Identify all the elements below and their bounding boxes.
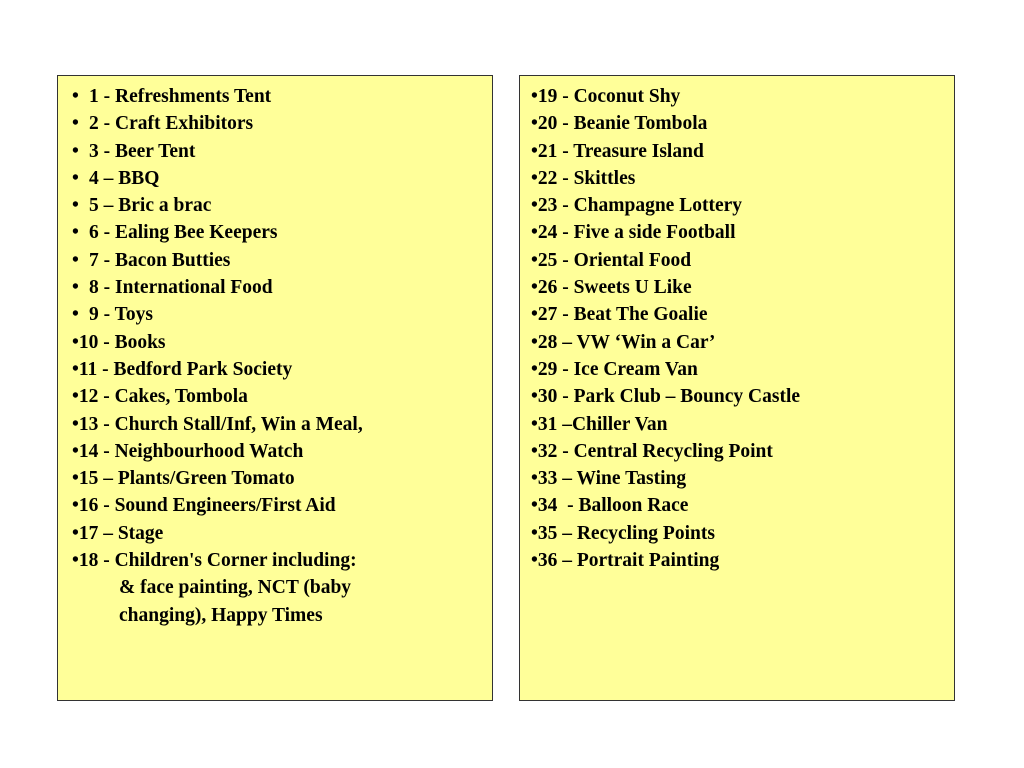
list-item-text: 28 – VW ‘Win a Car’	[537, 331, 716, 353]
list-item	[72, 465, 492, 492]
list-item-text: 11 - Bedford Park Society	[78, 358, 293, 380]
bullet-icon: •	[531, 249, 538, 271]
list-item-text: 21 - Treasure Island	[537, 140, 704, 162]
list-item-text: 3 - Beer Tent	[89, 140, 196, 162]
bullet-icon: •	[72, 468, 79, 490]
list-item-text: 4 – BBQ	[89, 167, 160, 189]
list-item	[531, 438, 954, 465]
list-item	[72, 165, 492, 192]
list-item	[531, 492, 954, 519]
list-item	[72, 492, 492, 519]
list-item-text: 19 - Coconut Shy	[537, 86, 681, 107]
bullet-icon: •	[531, 440, 538, 462]
list-item	[531, 165, 954, 192]
list-item-text: 16 - Sound Engineers/First Aid	[78, 495, 336, 517]
list-item-text: 24 - Five a side Football	[537, 222, 736, 244]
list-item-text: 6 - Ealing Bee Keepers	[89, 222, 278, 244]
bullet-icon: •	[72, 386, 79, 408]
list-item	[531, 411, 954, 438]
list-item-text: 1 - Refreshments Tent	[89, 86, 272, 107]
list-item-text: 17 – Stage	[78, 522, 164, 544]
list-item	[72, 356, 492, 383]
list-item	[72, 274, 492, 301]
list-item-text: 31 –Chiller Van	[537, 413, 668, 435]
bullet-icon: •	[531, 413, 538, 435]
bullet-icon: •	[72, 522, 79, 544]
bullet-icon: •	[531, 468, 538, 490]
list-item	[531, 219, 954, 246]
stall-list-left	[72, 83, 492, 629]
list-item	[72, 383, 492, 410]
list-item-text: 35 – Recycling Points	[537, 522, 715, 544]
list-item-text: 33 – Wine Tasting	[537, 468, 687, 490]
list-item	[72, 547, 492, 574]
stall-list-panel-left	[57, 75, 493, 701]
list-item-text: 22 - Skittles	[537, 167, 636, 189]
list-item-text: 29 - Ice Cream Van	[537, 358, 698, 380]
list-item	[72, 329, 492, 356]
list-item	[531, 274, 954, 301]
list-item-text: 25 - Oriental Food	[537, 249, 692, 271]
bullet-icon: •	[72, 222, 79, 244]
list-item-text: 2 - Craft Exhibitors	[89, 113, 254, 135]
list-item	[531, 465, 954, 492]
bullet-icon: •	[72, 550, 79, 572]
bullet-icon: •	[531, 386, 538, 408]
bullet-icon: •	[72, 495, 79, 517]
bullet-icon: •	[531, 113, 538, 135]
bullet-icon: •	[72, 358, 79, 380]
stall-list-right	[531, 83, 954, 574]
stall-list-panel-right	[519, 75, 955, 701]
bullet-icon: •	[531, 86, 538, 107]
list-item-continuation: & face painting, NCT (baby	[119, 577, 352, 599]
bullet-icon: •	[72, 413, 79, 435]
list-item	[531, 83, 954, 110]
list-item	[531, 138, 954, 165]
list-item	[72, 110, 492, 137]
list-item-text: 7 - Bacon Butties	[89, 249, 231, 271]
bullet-icon: •	[72, 113, 79, 135]
bullet-icon: •	[72, 167, 79, 189]
list-item	[72, 411, 492, 438]
bullet-icon: •	[531, 304, 538, 326]
bullet-icon: •	[72, 440, 79, 462]
list-item-text: 13 - Church Stall/Inf, Win a Meal,	[78, 413, 363, 435]
list-item-text: 9 - Toys	[89, 304, 153, 326]
list-item	[72, 301, 492, 328]
bullet-icon: •	[531, 495, 538, 517]
list-item-continuation: changing), Happy Times	[119, 604, 323, 626]
bullet-icon: •	[72, 277, 79, 299]
list-item-text: 20 - Beanie Tombola	[537, 113, 708, 135]
bullet-icon: •	[72, 331, 79, 353]
bullet-icon: •	[531, 358, 538, 380]
list-item-text: 27 - Beat The Goalie	[537, 304, 708, 326]
list-item-text: 8 - International Food	[89, 277, 273, 299]
list-item	[531, 329, 954, 356]
list-item-text: 30 - Park Club – Bouncy Castle	[537, 386, 801, 408]
list-item	[72, 83, 492, 110]
list-item	[531, 383, 954, 410]
list-item-text: 18 - Children's Corner including:	[78, 550, 357, 572]
bullet-icon: •	[531, 522, 538, 544]
list-item-text: 32 - Central Recycling Point	[537, 440, 773, 462]
bullet-icon: •	[531, 195, 538, 217]
bullet-icon: •	[72, 304, 79, 326]
list-item	[531, 301, 954, 328]
list-item	[72, 438, 492, 465]
bullet-icon: •	[72, 249, 79, 271]
list-item	[72, 192, 492, 219]
bullet-icon: •	[72, 195, 79, 217]
list-item	[72, 219, 492, 246]
bullet-icon: •	[72, 86, 79, 107]
list-item	[72, 138, 492, 165]
list-item-text: 12 - Cakes, Tombola	[78, 386, 248, 408]
list-item-text: 36 – Portrait Painting	[537, 550, 720, 572]
list-item	[72, 247, 492, 274]
list-item	[531, 356, 954, 383]
bullet-icon: •	[531, 222, 538, 244]
bullet-icon: •	[72, 140, 79, 162]
list-item	[531, 192, 954, 219]
bullet-icon: •	[531, 331, 538, 353]
list-item	[531, 247, 954, 274]
bullet-icon: •	[531, 550, 538, 572]
list-item-text: 34 - Balloon Race	[537, 495, 689, 517]
list-item-text: 10 - Books	[78, 331, 166, 353]
list-item-text: 15 – Plants/Green Tomato	[78, 468, 295, 490]
list-item-text: 5 – Bric a brac	[89, 195, 212, 217]
list-item	[531, 110, 954, 137]
bullet-icon: •	[531, 140, 538, 162]
list-item	[72, 520, 492, 547]
list-item	[531, 520, 954, 547]
list-item-text: 26 - Sweets U Like	[537, 277, 692, 299]
bullet-icon: •	[531, 277, 538, 299]
list-item-text: 23 - Champagne Lottery	[537, 195, 743, 217]
list-item	[531, 547, 954, 574]
bullet-icon: •	[531, 167, 538, 189]
list-item-text: 14 - Neighbourhood Watch	[78, 440, 304, 462]
